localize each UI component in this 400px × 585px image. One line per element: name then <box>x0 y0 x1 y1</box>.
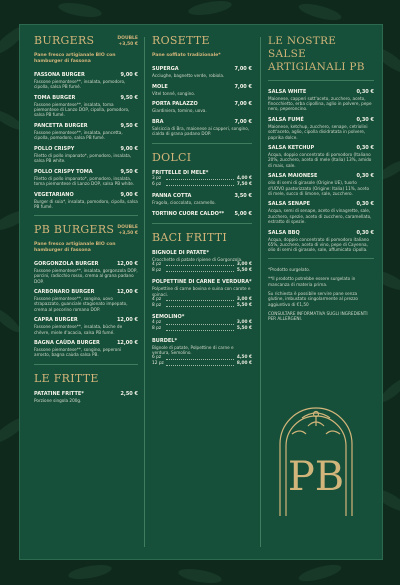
double-note: DOUBLE +3,50 € <box>117 36 138 47</box>
menu-item: SALSA BBQ 0,30 € Acqua, doppio concentrato di pomodoro italiano 65%, zucchero, aceto di vino, pepe di Cayenna, olio di semi di girasole, sale, affumicato cipolla. <box>268 229 374 252</box>
menu-item: POLLO CRISPY TOMA 9,50 € Filetto di pollo impanato*, pomodoro, insalata, toma piemontese di Lanzo DOP, salsa PB white. <box>34 168 138 187</box>
menu-item: FRITTELLE DI MELE* 3 pz 4,00 € 6 pz 7,50 € <box>152 169 252 187</box>
menu-item: FASSONA BURGER 9,00 € Fassone piemontese**, insalata, pomodoro, cipolla, salsa PB fumé. <box>34 72 138 90</box>
menu-item: PANCETTA BURGER 9,50 € Fassone piemontese**, insalata, pancetta, cipolla, pomodoro, salsa PB fumé. <box>34 123 138 141</box>
section-title-burgers: BURGERS <box>34 34 95 47</box>
menu-item: PANNA COTTA 3,50 € Fragola, cioccolato, caramello. <box>152 193 252 206</box>
size-price-row: 4 pz 3,00 € <box>152 296 252 302</box>
section-title-dolci: DOLCI <box>152 150 192 164</box>
menu-item: BRA 7,00 € Salsiccia di Bra, maionese ai capperi, songino, cialda di grana padano DOP. <box>152 119 252 137</box>
menu-item: BIGNOLE DI PATATE* Crocchette di patate ripiene di Gorgonzola. 4 pz 3,00 € 8 pz 5,50 € <box>152 249 252 273</box>
size-price-row: 3 pz 4,00 € <box>152 175 252 181</box>
column-salse <box>268 35 374 326</box>
burgers-subtitle: Pane fresco artigianale BIO con hamburger di fassona <box>34 53 116 64</box>
menu-item: CAPRA BURGER 12,00 € Fassone piemontese**, insalata, bûche de chèvre, miele d'acacia, salsa PB fumé. <box>34 317 138 335</box>
menu-item: CARBONARO BURGER 12,00 € Fassone piemontese**, songino, uovo strapazzato, guanciale stagionato impepato, crema al pecorino romano DOP. <box>34 289 138 312</box>
rosette-subtitle: Pane soffiato tradizionale* <box>152 53 221 58</box>
size-price-row: 12 pz 8,00 € <box>152 361 252 367</box>
size-price-row: 8 pz 5,50 € <box>152 326 252 332</box>
section-title-fritte: LE FRITTE <box>34 371 99 385</box>
size-price-row: 8 pz 5,50 € <box>152 302 252 308</box>
menu-item: SEMOLINO* 4 pz 3,00 € 8 pz 5,50 € <box>152 314 252 332</box>
column-divider <box>144 37 145 547</box>
menu-item: SUPERGA 7,00 € Acciughe, bagnetto verde, robiola. <box>152 66 252 78</box>
size-price-row: 4 pz 3,00 € <box>152 261 252 267</box>
size-price-row: 6 pz 4,50 € <box>152 355 252 361</box>
menu-item: SALSA FUMÉ 0,30 € Maionese, ketchup, zucchero, senape, cetriolini sott'aceto, aglio, cipolla disidratata in polvere, paprika dolce. <box>268 117 374 140</box>
menu-item: BURDEL* Bignole di patate, Polpettine di carne e verdura, Semolino. 6 pz 4,50 € 12 pz 8,00 € <box>152 337 252 367</box>
column-divider <box>260 37 261 547</box>
menu-item: TOMA BURGER 9,50 € Fassone piemontese**, insalata, toma piemontese di Lanzo DOP, cipolla, pomodoro, salsa PB fumé. <box>34 94 138 118</box>
menu-item: SALSA SENAPE 0,30 € Acqua, semi di senape, aceto di vinagrette, sale, zucchero, spezie, aceto di zucchero, caramellato, estratto di spezie. <box>268 201 374 224</box>
menu-item: TORTINO CUORE CALDO** 5,00 € <box>152 210 252 217</box>
svg-text:PB: PB <box>287 454 345 500</box>
section-divider <box>34 215 138 216</box>
pb-logo <box>272 404 360 524</box>
section-divider <box>152 143 252 144</box>
pb-burgers-list <box>34 261 138 358</box>
menu-item: VEGETARIANO 9,00 € Burger di soia*, insalata, pomodoro, cipolla, salsa PB fumé. <box>34 191 138 209</box>
section-divider <box>152 223 252 224</box>
section-divider <box>268 80 374 81</box>
menu-item: SALSA KETCHUP 0,30 € Acqua, doppio concentrato di pomodoro (Italiano 20%, zucchero, aceto di mele (Italia) 13%, amido di mais, sale. <box>268 145 374 168</box>
menu-item: PATATINE FRITTE* 2,50 € Porzione singola 200g. <box>34 390 138 403</box>
section-divider <box>34 364 138 365</box>
burgers-list <box>34 72 138 209</box>
double-note: DOUBLE +3,50 € <box>117 225 138 236</box>
menu-item: SALSA MAIONESE 0,30 € olio di semi di girasole (Origine UE), tuorlo d'UOVO pastorizzato (Origine: Italia) 11%, aceto di mele, succo di limone, sale, zucchero. <box>268 173 374 196</box>
section-title-pb-burgers: PB BURGERS <box>34 223 115 237</box>
pb-burgers-subtitle: Pane fresco artigianale BIO con hamburger di fassona <box>34 242 116 254</box>
section-title-baci-fritti: BACI FRITTI <box>152 230 228 244</box>
menu-item: POLLO CRISPY 9,00 € Filetto di pollo impanato*, pomodoro, insalata, salsa PB white. <box>34 145 138 164</box>
column-rosette <box>152 35 252 373</box>
size-price-row: 6 pz 7,50 € <box>152 181 252 187</box>
size-price-row: 4 pz 3,00 € <box>152 320 252 326</box>
section-divider <box>268 258 374 259</box>
section-title-salse: LE NOSTRE SALSE ARTIGIANALI PB <box>268 35 365 73</box>
size-price-row: 8 pz 5,50 € <box>152 267 252 273</box>
menu-item: POLPETTINE DI CARNE E VERDURA* Polpettine di carne bovina e suina con carote e spinaci. 4 pz 3,00 € 8 pz 5,50 € <box>152 279 252 308</box>
menu-item: PORTA PALAZZO 7,00 € Giardiniera, tomino, uova. <box>152 101 252 114</box>
menu-item: GORGONZOLA BURGER 12,00 € Fassone piemontese**, insalata, gorgonzola DOP, porcini, radicchio rosso, crema al grana padano DOP. <box>34 261 138 284</box>
column-burgers <box>34 35 138 408</box>
menu-item: BAGNA CAÙDA BURGER 12,00 € Fassone piemontese**, songino, peperoni arrosto, bagna caùda salsa PB. <box>34 340 138 358</box>
menu-item: MOLE 7,00 € Vitel tonné, songino. <box>152 83 252 96</box>
allergen-notes: *Prodotto surgelato. **Il prodotto potrebbe essere surgelato in mancanza di materia prima. Su richiesta è possibile servire pane senza glutine, imbustato singolarmente al prezzo aggiuntivo di €1,50 CONSULTARE INFORMATIVA SUGLI INGREDIENTI PER ALLERGENI. <box>268 267 368 322</box>
menu-item: SALSA WHITE 0,30 € Maionese, capperi sott'aceto, zucchero, aceto, finocchietto, erba cipollina, aglio in polvere, pepe nero, peperoncino. <box>268 89 374 112</box>
section-title-rosette: ROSETTE <box>152 34 210 47</box>
